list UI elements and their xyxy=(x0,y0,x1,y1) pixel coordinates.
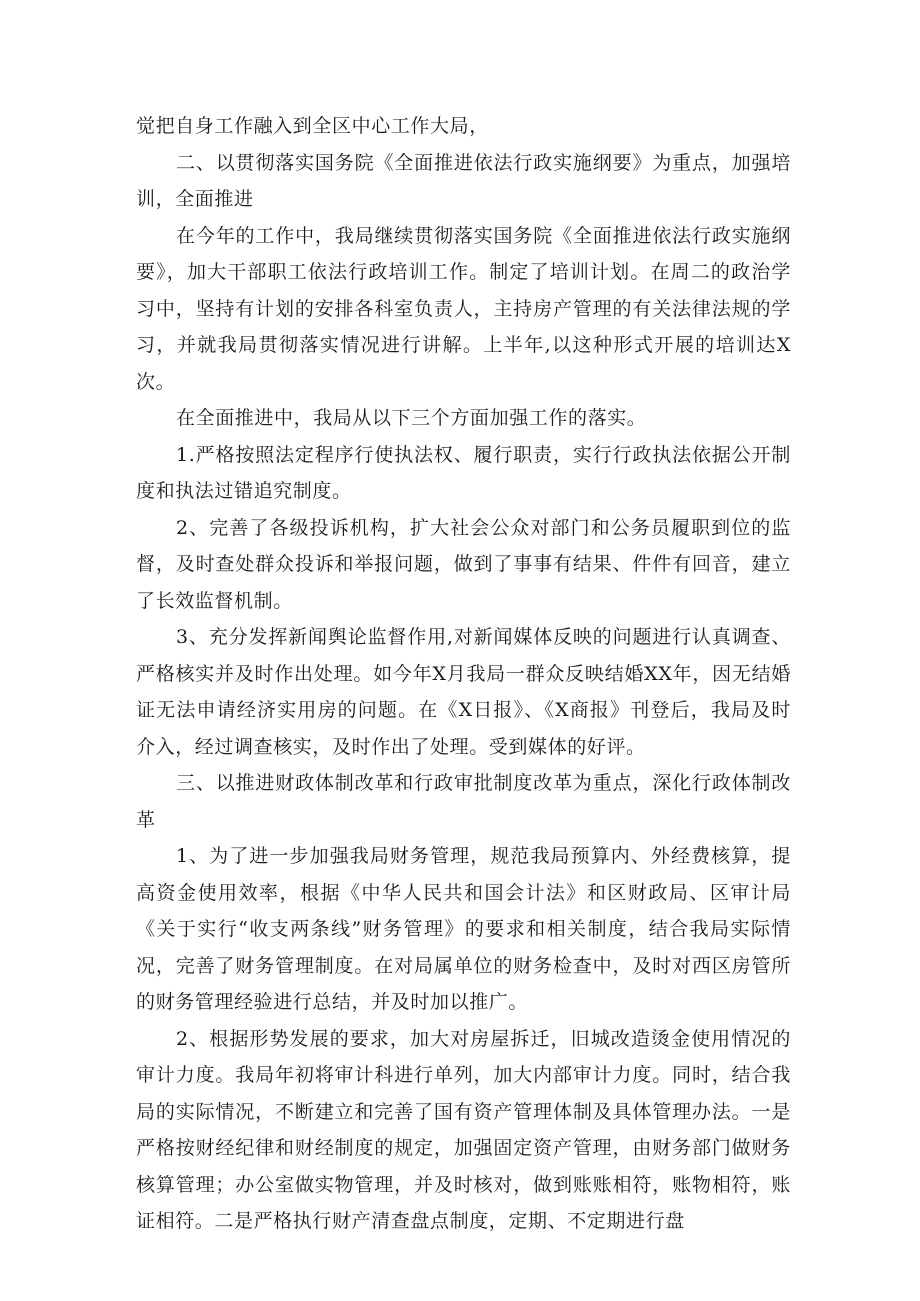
paragraph-training: 在今年的工作中，我局继续贯彻落实国务院《全面推进依法行政实施纲要》，加大干部职工依法行政培训工作。制定了培训计划。在周二的政治学习中，坚持有计划的安排各科室负责人，主持房产管理的有关法律法规的学习，并就我局贯彻落实情况进行讲解。上半年,以这种形式开展的培训达X次。 xyxy=(136,224,791,393)
document-page xyxy=(136,108,791,1240)
list-item-3: 3、充分发挥新闻舆论监督作用,对新闻媒体反映的问题进行认真调查、严格核实并及时作出处理。如今年X月我局一群众反映结婚XX年，因无结婚证无法申请经济实用房的问题。在《X日报》、《X商报》刊登后，我局及时介入，经过调查核实，及时作出了处理。受到媒体的好评。 xyxy=(136,626,791,758)
section-heading-2: 二、以贯彻落实国务院《全面推进依法行政实施纲要》为重点，加强培训，全面推进 xyxy=(136,151,791,210)
finance-item-1: 1、为了进一步加强我局财务管理，规范我局预算内、外经费核算，提高资金使用效率，根据《中华人民共和国会计法》和区财政局、区审计局《关于实行“收支两条线”财务管理》的要求和相关制度，结合我局实际情况，完善了财务管理制度。在对局属单位的财务检查中，及时对西区房管所的财务管理经验进行总结，并及时加以推广。 xyxy=(136,845,791,1013)
paragraph-intro-three-aspects: 在全面推进中，我局从以下三个方面加强工作的落实。 xyxy=(176,407,647,429)
list-item-1: 1.严格按照法定程序行使执法权、履行职责，实行行政执法依据公开制度和执法过错追究制度。 xyxy=(136,443,791,502)
finance-item-2: 2、根据形势发展的要求，加大对房屋拆迁，旧城改造烫金使用情况的审计力度。我局年初将审计科进行单列，加大内部审计力度。同时，结合我局的实际情况，不断建立和完善了国有资产管理体制及具体管理办法。一是严格按财经纪律和财经制度的规定，加强固定资产管理，由财务部门做财务核算管理；办公室做实物管理，并及时核对，做到账账相符，账物相符，账证相符。二是严格执行财产清查盘点制度，定期、不定期进行盘 xyxy=(136,1027,791,1232)
section-heading-3: 三、以推进财政体制改革和行政审批制度改革为重点，深化行政体制改革 xyxy=(136,772,791,831)
paragraph-continuation: 觉把自身工作融入到全区中心工作大局， xyxy=(136,115,489,137)
list-item-2: 2、完善了各级投诉机构，扩大社会公众对部门和公务员履职到位的监督，及时查处群众投诉和举报问题，做到了事事有结果、件件有回音，建立了长效监督机制。 xyxy=(136,516,791,612)
